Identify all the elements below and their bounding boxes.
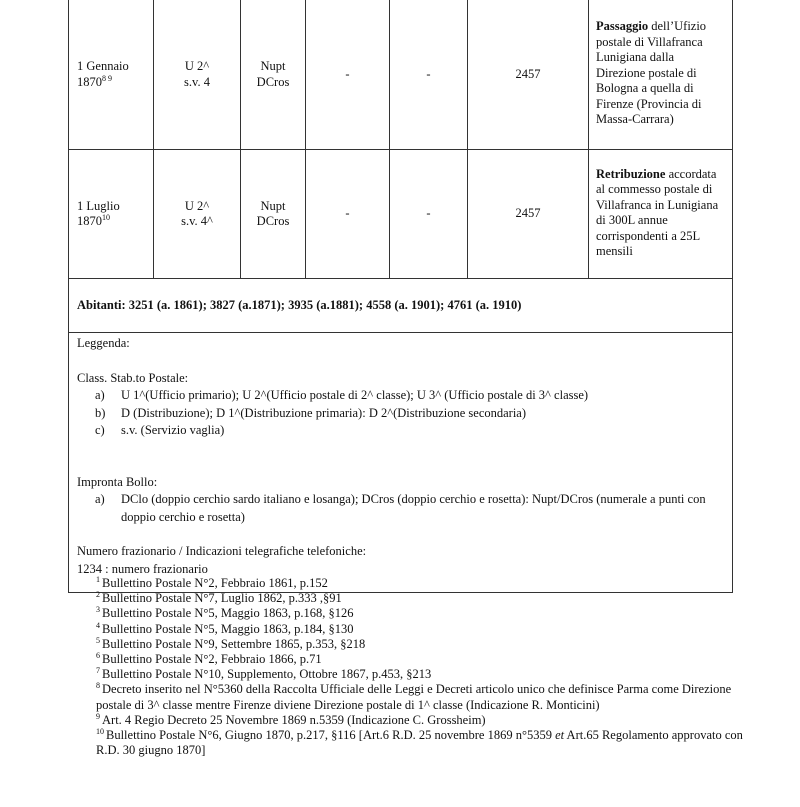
footnote-text: Bullettino Postale N°5, Maggio 1863, p.184, §130 xyxy=(102,621,354,636)
footnote-number: 6 xyxy=(96,651,100,661)
footnote-text: Art.65 Regolamento approvato con R.D. 30 giugno 1870] xyxy=(96,728,743,758)
empty-cell: - xyxy=(306,0,390,150)
list-text: s.v. (Servizio vaglia) xyxy=(121,423,225,437)
footnote-italic-text: et xyxy=(555,728,565,743)
class-cell xyxy=(154,0,241,150)
class-legend-list xyxy=(77,387,724,440)
stamp-subtext: DCros xyxy=(256,74,290,89)
note-text: dell’Ufizio postale di Villafranca Lunigiana dalla Direzione postale di Bologna a quella di Firenze (Provincia di Massa-Carrara) xyxy=(596,19,707,127)
note-keyword: Retribuzione xyxy=(596,166,666,181)
list-marker: a) xyxy=(95,388,105,402)
date-text: 1 Luglio xyxy=(77,198,120,213)
stamp-cell xyxy=(241,0,306,150)
number-legend-text: 1234 : numero frazionario xyxy=(77,561,208,576)
legend-row xyxy=(69,333,733,593)
note-keyword: Passaggio xyxy=(596,19,649,34)
class-cell xyxy=(154,150,241,279)
footnote-text: Decreto inserito nel N°5360 della Raccolta Ufficiale delle Leggi e Decreti articolo unico che definisce Parma come Direzione postale di 3^ classe mentre Firenze diviene Direzione postale di 1^ classe (Indicazione R. Monticini) xyxy=(96,682,732,712)
footnote-text: Bullettino Postale N°2, Febbraio 1861, p.152 xyxy=(102,576,328,590)
table-row xyxy=(69,150,733,279)
number-legend-title: Numero frazionario / Indicazioni telegrafiche telefoniche: xyxy=(77,544,367,558)
footnote xyxy=(96,713,756,728)
postal-history-table xyxy=(68,0,733,593)
class-text: U 2^ xyxy=(184,198,210,213)
stamp-text: Nupt xyxy=(260,59,286,73)
date-year: 1870 xyxy=(77,214,102,228)
footnote-text: Art. 4 Regio Decreto 25 Novembre 1869 n.5359 (Indicazione C. Grossheim) xyxy=(102,712,486,727)
footnote-ref[interactable]: 10 xyxy=(102,213,110,222)
inhabitants-row xyxy=(69,279,733,333)
empty-cell: - xyxy=(390,0,468,150)
date-text: 1 Gennaio xyxy=(77,59,129,73)
note-cell xyxy=(589,0,733,150)
footnote-number: 4 xyxy=(96,620,100,630)
footnote xyxy=(96,606,756,621)
footnote-number: 5 xyxy=(96,635,100,645)
footnote-ref[interactable]: 8 9 xyxy=(102,73,112,83)
class-legend-title: Class. Stab.to Postale: xyxy=(77,370,189,385)
footnote-number: 8 xyxy=(96,681,100,691)
footnote-number: 7 xyxy=(96,666,100,676)
legend-cell xyxy=(69,333,733,593)
class-text: U 2^ xyxy=(184,59,210,73)
list-text: D (Distribuzione); D 1^(Distribuzione primaria): D 2^(Distribuzione secondaria) xyxy=(121,405,527,420)
list-text: U 1^(Ufficio primario); U 2^(Ufficio postale di 2^ classe); U 3^ (Ufficio postale di 3^ classe) xyxy=(121,388,589,402)
footnote-number: 10 xyxy=(96,727,104,737)
footnote-text: Bullettino Postale N°9, Settembre 1865, p.353, §218 xyxy=(102,636,366,651)
note-text: accordata al commesso postale di Villafranca in Lunigiana di 300L annue corrispondenti a 25L mensili xyxy=(596,166,719,258)
footnote xyxy=(96,667,756,682)
list-marker: b) xyxy=(95,405,106,420)
note-cell xyxy=(589,150,733,279)
footnote xyxy=(96,728,756,758)
empty-cell: - xyxy=(306,150,390,279)
footnote-number: 1 xyxy=(96,575,100,584)
footnote xyxy=(96,622,756,637)
date-year: 1870 xyxy=(77,74,102,89)
inhabitants-text: Abitanti: 3251 (a. 1861); 3827 (a.1871); 3935 (a.1881); 4558 (a. 1901); 4761 (a. 1910) xyxy=(69,279,733,333)
table-row xyxy=(69,0,733,150)
empty-cell: - xyxy=(390,150,468,279)
number-cell: 2457 xyxy=(468,0,589,150)
footnote-text: Bullettino Postale N°10, Supplemento, Ottobre 1867, p.453, §213 xyxy=(102,667,432,682)
footnote-text: Bullettino Postale N°2, Febbraio 1866, p.71 xyxy=(102,652,322,667)
footnote xyxy=(96,576,756,591)
legend-title: Leggenda: xyxy=(77,336,130,350)
date-cell xyxy=(69,0,154,150)
stamp-cell xyxy=(241,150,306,279)
footnote xyxy=(96,591,756,606)
footnote-text: Bullettino Postale N°6, Giugno 1870, p.217, §116 [Art.6 R.D. 25 novembre 1869 n°5359 xyxy=(106,728,556,743)
class-subtext: s.v. 4 xyxy=(184,74,210,89)
list-item xyxy=(95,387,724,405)
list-item xyxy=(95,405,724,423)
footnote xyxy=(96,682,756,712)
stamp-legend-title: Impronta Bollo: xyxy=(77,474,158,489)
footnote-number: 9 xyxy=(96,711,100,721)
date-cell xyxy=(69,150,154,279)
footnote-text: Bullettino Postale N°5, Maggio 1863, p.168, §126 xyxy=(102,606,354,621)
footnote-text: Bullettino Postale N°7, Luglio 1862, p.333 ,§91 xyxy=(102,591,342,606)
footnote-number: 3 xyxy=(96,605,100,615)
footnote xyxy=(96,652,756,667)
list-item xyxy=(95,422,724,440)
stamp-text: Nupt xyxy=(260,198,286,213)
footnotes xyxy=(96,576,756,758)
class-subtext: s.v. 4^ xyxy=(181,214,213,228)
stamp-subtext: DCros xyxy=(256,214,290,228)
footnote-number: 2 xyxy=(96,590,100,600)
stamp-legend-list xyxy=(77,491,724,526)
list-marker: c) xyxy=(95,423,105,437)
list-text: DClo (doppio cerchio sardo italiano e losanga); DCros (doppio cerchio e rosetta): Nupt/DCros (numerale a punti con doppio cerchio e rosetta) xyxy=(121,492,706,524)
footnote xyxy=(96,637,756,652)
list-marker: a) xyxy=(95,492,105,506)
number-cell: 2457 xyxy=(468,150,589,279)
list-item xyxy=(95,491,724,526)
